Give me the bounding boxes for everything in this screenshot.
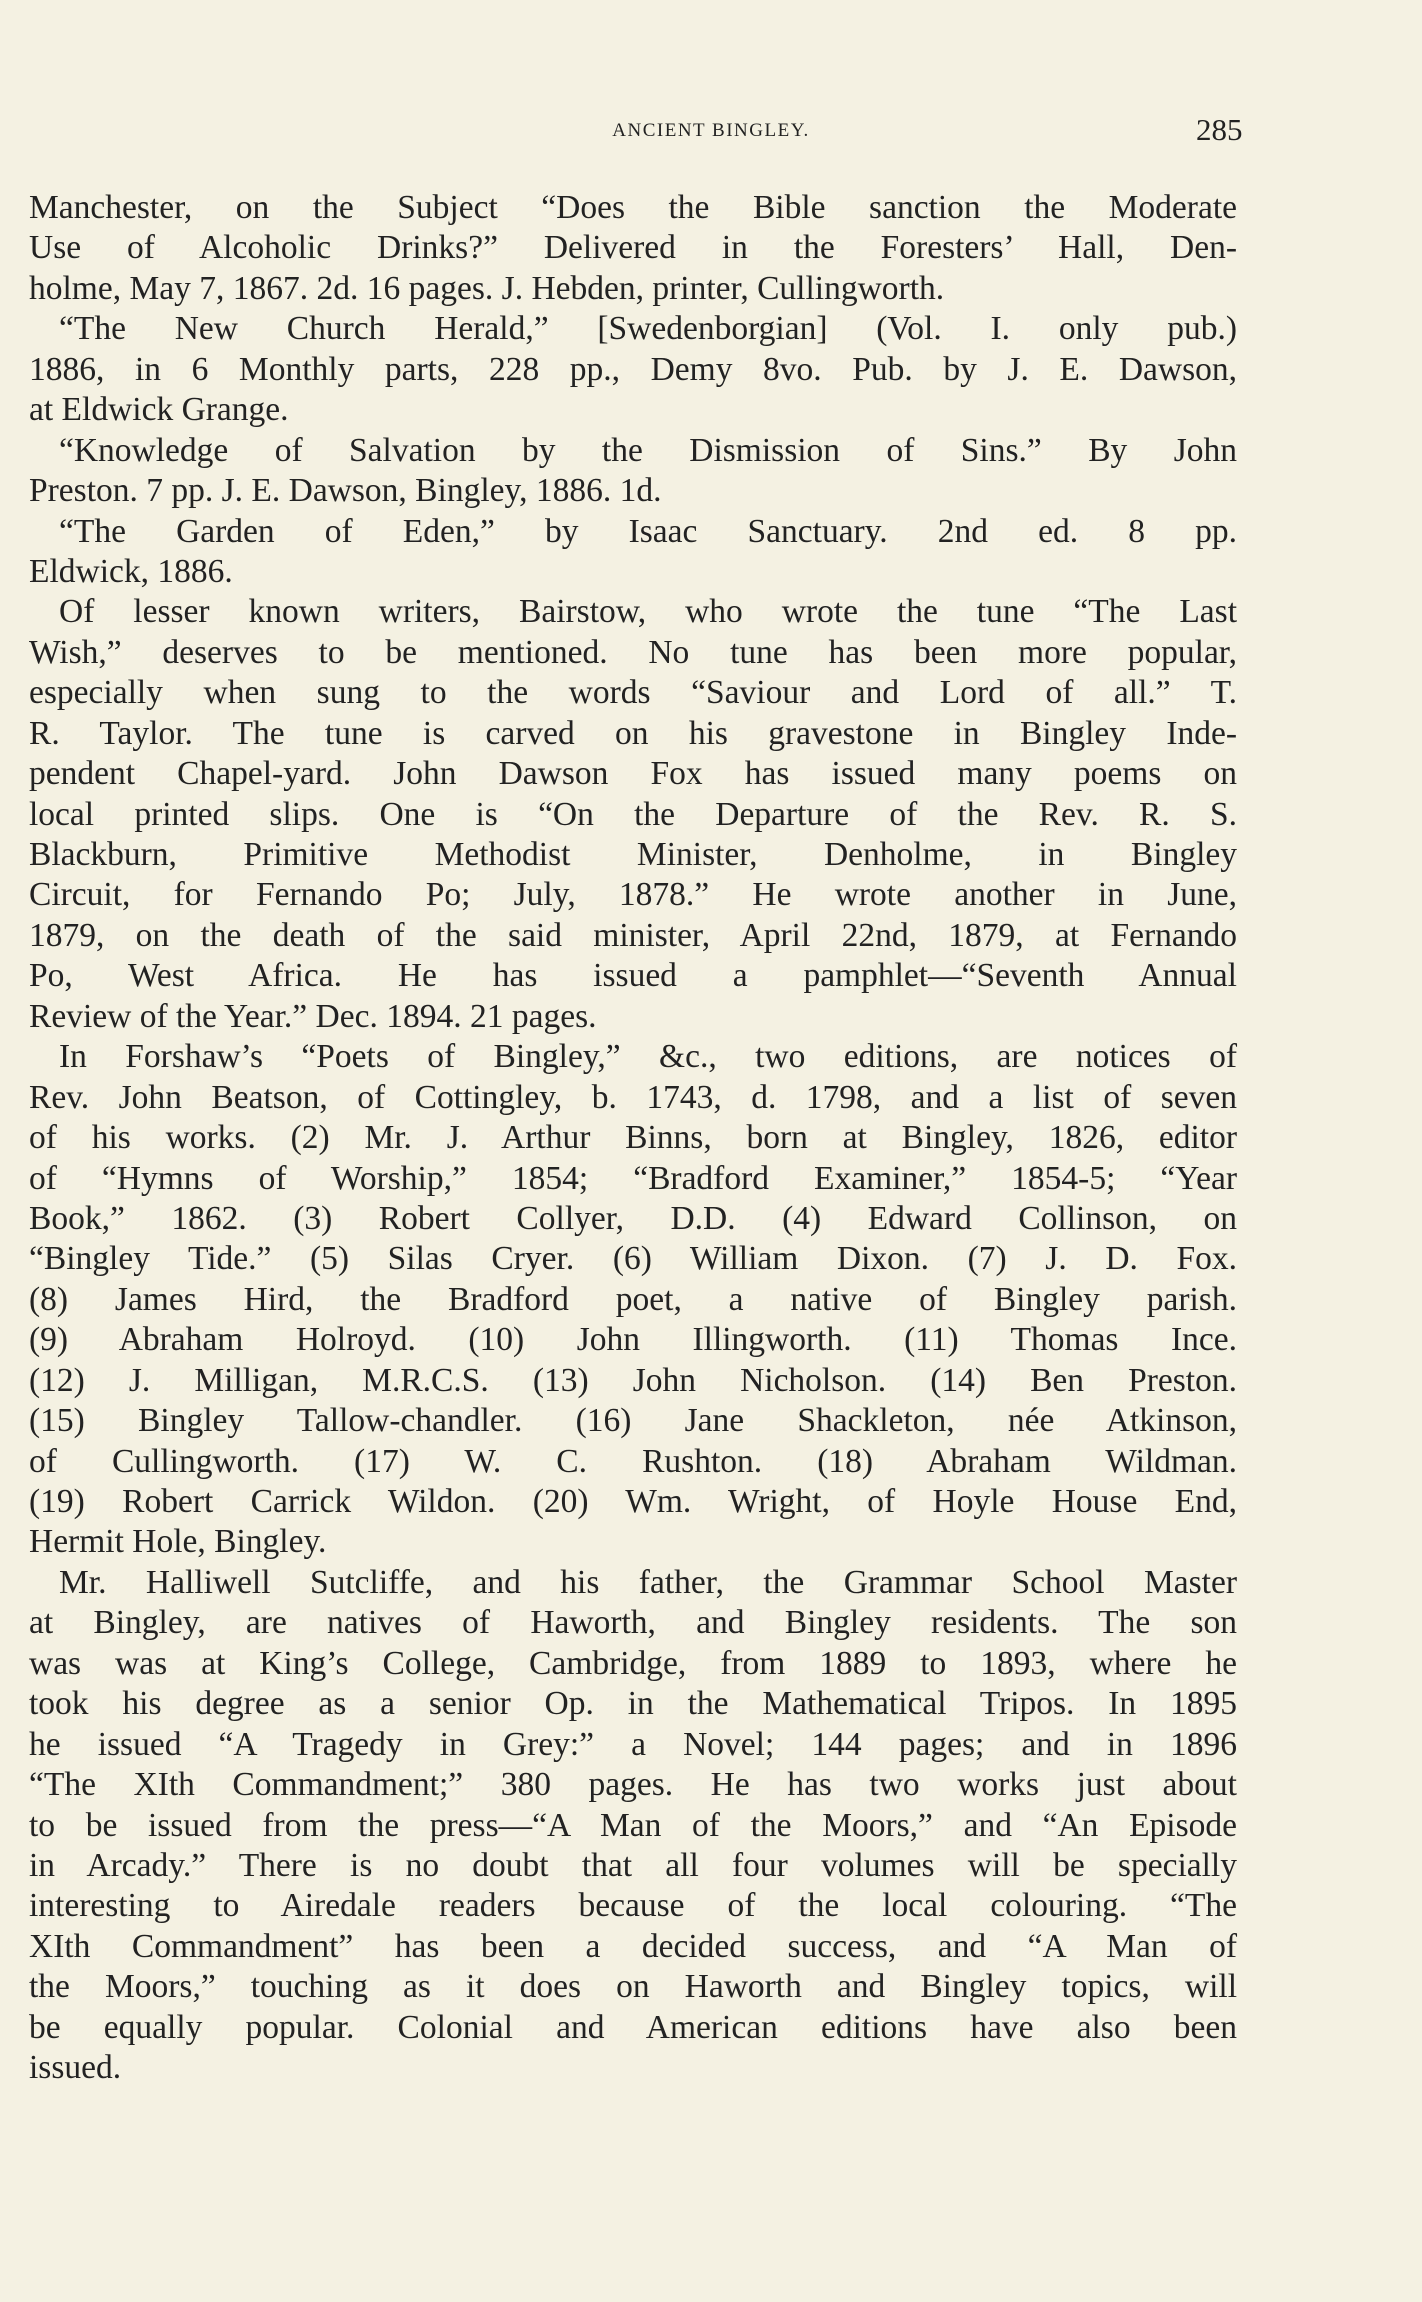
text-line: XIth Commandment” has been a decided success, and “A Man of: [29, 1927, 1237, 1965]
running-title: ANCIENT BINGLEY.: [612, 120, 810, 141]
text-line: Preston. 7 pp. J. E. Dawson, Bingley, 1886. 1d.: [29, 472, 662, 510]
text-line: (15) Bingley Tallow-chandler. (16) Jane Shackleton, née Atkinson,: [29, 1402, 1237, 1440]
paragraph: [29, 1563, 1237, 2089]
text-line: Eldwick, 1886.: [29, 552, 233, 590]
paragraph: [29, 188, 1237, 309]
page-number: 285: [1196, 112, 1243, 147]
text-line: interesting to Airedale readers because of the local colouring. “The: [29, 1887, 1237, 1925]
text-line: Hermit Hole, Bingley.: [29, 1523, 327, 1561]
text-line: (19) Robert Carrick Wildon. (20) Wm. Wright, of Hoyle House End,: [29, 1483, 1237, 1520]
text-line: (9) Abraham Holroyd. (10) John Illingworth. (11) Thomas Ince.: [29, 1321, 1237, 1359]
text-line: Manchester, on the Subject “Does the Bible sanction the Moderate: [29, 189, 1237, 226]
text-line: 1879, on the death of the said minister, April 22nd, 1879, at Fernando: [29, 916, 1237, 954]
text-line: “The New Church Herald,” [Swedenborgian] (Vol. I. only pub.): [59, 310, 1237, 348]
text-line: took his degree as a senior Op. in the Mathematical Tripos. In 1895: [29, 1685, 1237, 1723]
text-line: Rev. John Beatson, of Cottingley, b. 1743, d. 1798, and a list of seven: [29, 1078, 1237, 1116]
text-line: at Eldwick Grange.: [29, 391, 289, 429]
running-head: [0, 112, 1422, 152]
text-line: Review of the Year.” Dec. 1894. 21 pages.: [29, 997, 597, 1035]
text-line: Wish,” deserves to be mentioned. No tune has been more popular,: [29, 633, 1237, 671]
text-line: 1886, in 6 Monthly parts, 228 pp., Demy 8vo. Pub. by J. E. Dawson,: [29, 350, 1237, 388]
text-line: Mr. Halliwell Sutcliffe, and his father, the Grammar School Master: [59, 1563, 1237, 1601]
body-text: [29, 188, 1237, 2089]
text-line: “Knowledge of Salvation by the Dismission of Sins.” By John: [59, 431, 1237, 469]
text-line: Book,” 1862. (3) Robert Collyer, D.D. (4) Edward Collinson, on: [29, 1199, 1237, 1237]
paragraph: [29, 309, 1237, 430]
text-line: Po, West Africa. He has issued a pamphlet—“Seventh Annual: [29, 957, 1237, 995]
text-line: pendent Chapel-yard. John Dawson Fox has issued many poems on: [29, 755, 1237, 793]
text-line: “The XIth Commandment;” 380 pages. He has two works just about: [29, 1766, 1237, 1804]
text-line: (12) J. Milligan, M.R.C.S. (13) John Nicholson. (14) Ben Preston.: [29, 1361, 1237, 1399]
paragraph: [29, 592, 1237, 1037]
text-line: in Arcady.” There is no doubt that all four volumes will be specially: [29, 1846, 1237, 1884]
text-line: especially when sung to the words “Saviour and Lord of all.” T.: [29, 674, 1237, 712]
text-line: of “Hymns of Worship,” 1854; “Bradford Examiner,” 1854-5; “Year: [29, 1159, 1237, 1197]
text-line: In Forshaw’s “Poets of Bingley,” &c., two editions, are notices of: [59, 1038, 1237, 1076]
text-line: Blackburn, Primitive Methodist Minister, Denholme, in Bingley: [29, 836, 1237, 873]
text-line: of Cullingworth. (17) W. C. Rushton. (18) Abraham Wildman.: [29, 1442, 1237, 1480]
text-line: of his works. (2) Mr. J. Arthur Binns, born at Bingley, 1826, editor: [29, 1119, 1237, 1157]
text-line: holme, May 7, 1867. 2d. 16 pages. J. Hebden, printer, Cullingworth.: [29, 269, 945, 307]
text-line: the Moors,” touching as it does on Haworth and Bingley topics, will: [29, 1968, 1237, 2006]
paragraph: [29, 431, 1237, 512]
text-line: issued.: [29, 2049, 122, 2087]
text-line: Circuit, for Fernando Po; July, 1878.” He wrote another in June,: [29, 876, 1237, 914]
text-line: (8) James Hird, the Bradford poet, a native of Bingley parish.: [29, 1280, 1237, 1318]
paragraph: [29, 1037, 1237, 1563]
text-line: R. Taylor. The tune is carved on his gravestone in Bingley Inde-: [29, 714, 1237, 752]
text-line: Use of Alcoholic Drinks?” Delivered in the Foresters’ Hall, Den-: [29, 229, 1237, 267]
text-line: was was at King’s College, Cambridge, from 1889 to 1893, where he: [29, 1644, 1237, 1682]
text-line: to be issued from the press—“A Man of the Moors,” and “An Episode: [29, 1806, 1237, 1844]
text-line: “The Garden of Eden,” by Isaac Sanctuary. 2nd ed. 8 pp.: [59, 512, 1237, 550]
text-line: “Bingley Tide.” (5) Silas Cryer. (6) William Dixon. (7) J. D. Fox.: [29, 1240, 1237, 1278]
text-line: at Bingley, are natives of Haworth, and Bingley residents. The son: [29, 1604, 1237, 1642]
paragraph: [29, 512, 1237, 593]
text-line: local printed slips. One is “On the Departure of the Rev. R. S.: [29, 795, 1237, 833]
text-line: he issued “A Tragedy in Grey:” a Novel; 144 pages; and in 1896: [29, 1725, 1237, 1763]
text-line: Of lesser known writers, Bairstow, who wrote the tune “The Last: [59, 593, 1237, 631]
text-line: be equally popular. Colonial and American editions have also been: [29, 2008, 1237, 2046]
